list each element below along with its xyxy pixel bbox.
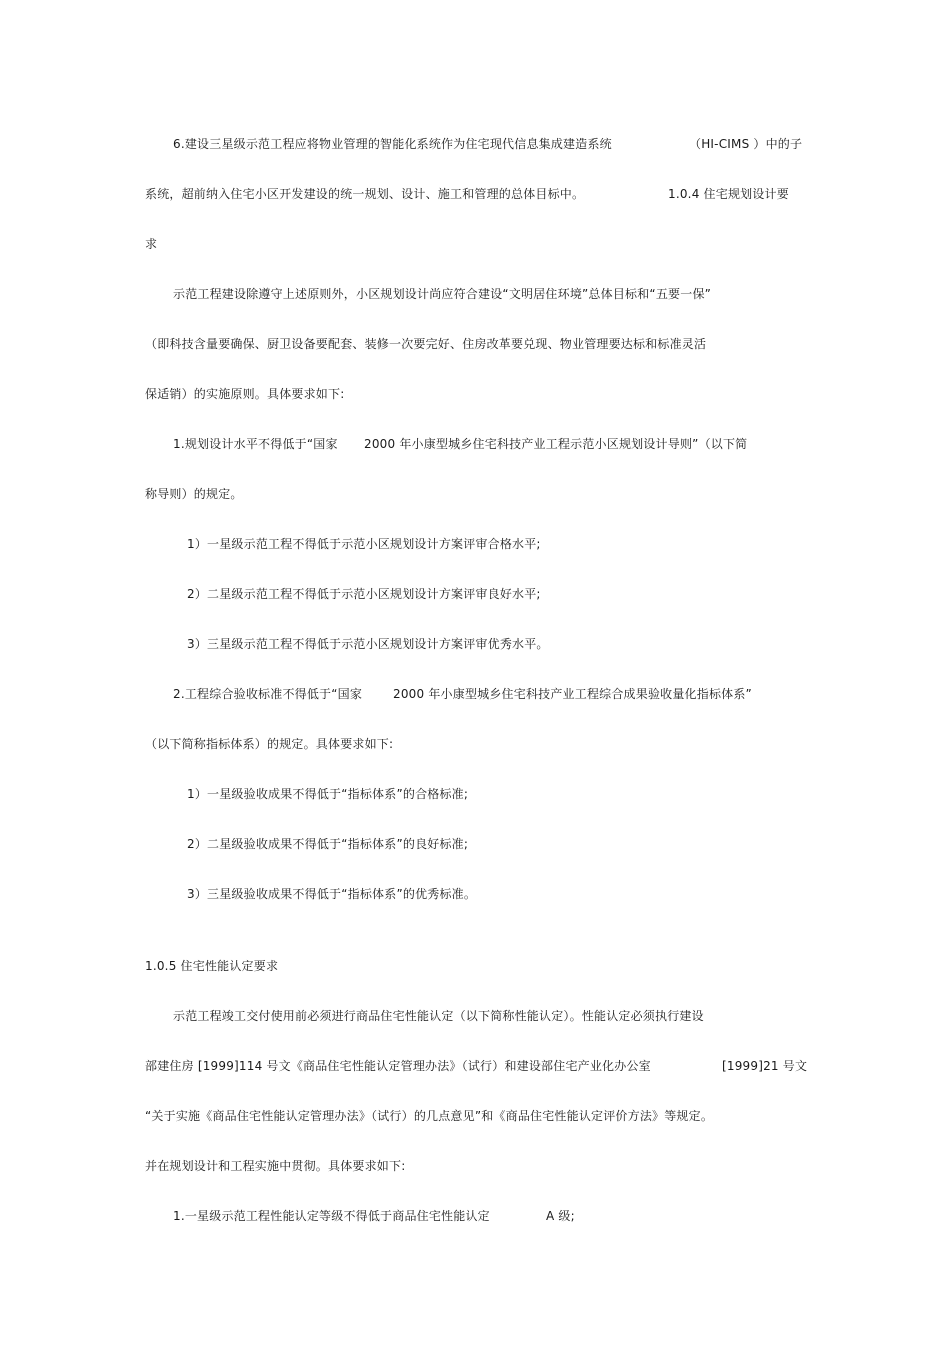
text-segment: 3）三星级验收成果不得低于“指标体系”的优秀标准。 [187,887,477,901]
text-line [145,186,584,202]
text-line [393,686,752,702]
text-segment: 1.规划设计水平不得低于“国家 [173,437,338,451]
text-line [173,136,612,152]
text-segment: 部建住房 [1999]114 号文《商品住宅性能认定管理办法》（试行）和建设部住宅产业化办公室 [145,1059,651,1073]
text-segment: 6.建设三星级示范工程应将物业管理的智能化系统作为住宅现代信息集成建造系统 [173,137,612,151]
text-segment: （以下简称指标体系）的规定。具体要求如下: [145,737,394,751]
text-segment: 系统，超前纳入住宅小区开发建设的统一规划、设计、施工和管理的总体目标中。 [145,187,585,201]
text-line [173,1208,490,1224]
text-segment: 求 [145,237,158,251]
text-line [173,286,711,302]
text-line [145,236,157,252]
text-segment: 并在规划设计和工程实施中贯彻。具体要求如下: [145,1159,406,1173]
text-line [187,786,468,802]
text-line [187,536,541,552]
text-line [173,436,338,452]
text-line [668,186,789,202]
text-segment: 2000 年小康型城乡住宅科技产业工程综合成果验收量化指标体系” [393,687,752,701]
text-line [145,1108,713,1124]
text-segment: 称导则）的规定。 [145,487,243,501]
text-line [145,1058,651,1074]
text-segment: A 级; [546,1209,575,1223]
text-line [145,1158,405,1174]
text-line [145,386,344,402]
text-line [173,686,362,702]
text-line [187,836,468,852]
text-segment: 1）一星级验收成果不得低于“指标体系”的合格标准; [187,787,469,801]
text-segment: （HI-CIMS ）中的子 [689,137,803,151]
text-line [173,1008,704,1024]
text-segment: 2）二星级验收成果不得低于“指标体系”的良好标准; [187,837,469,851]
text-segment: [1999]21 号文 [722,1059,808,1073]
text-segment: 保适销）的实施原则。具体要求如下: [145,387,345,401]
text-segment: 2000 年小康型城乡住宅科技产业工程示范小区规划设计导则”（以下简 [364,437,748,451]
text-line [145,336,706,352]
text-line [187,586,541,602]
text-segment: “关于实施《商品住宅性能认定管理办法》（试行）的几点意见”和《商品住宅性能认定评价方法》等规定。 [145,1109,714,1123]
text-segment: 1.0.5 住宅性能认定要求 [145,959,279,973]
text-line [187,886,476,902]
text-segment: 1.0.4 住宅规划设计要 [668,187,789,201]
section-heading [145,958,278,974]
text-line [187,636,549,652]
text-segment: 2）二星级示范工程不得低于示范小区规划设计方案评审良好水平; [187,587,541,601]
text-segment: 示范工程竣工交付使用前必须进行商品住宅性能认定（以下简称性能认定）。性能认定必须执行建设 [173,1009,704,1023]
text-line [145,736,393,752]
text-line [364,436,747,452]
text-line [722,1058,807,1074]
text-segment: 2.工程综合验收标准不得低于“国家 [173,687,363,701]
text-segment: 示范工程建设除遵守上述原则外，小区规划设计尚应符合建设“文明居住环境”总体目标和“五要一保” [173,287,712,301]
text-segment: 1.一星级示范工程性能认定等级不得低于商品住宅性能认定 [173,1209,490,1223]
text-segment: 3）三星级示范工程不得低于示范小区规划设计方案评审优秀水平。 [187,637,549,651]
text-line [546,1208,575,1224]
text-segment: 1）一星级示范工程不得低于示范小区规划设计方案评审合格水平; [187,537,541,551]
text-line [689,136,802,152]
text-line [145,486,243,502]
text-segment: （即科技含量要确保、厨卫设备要配套、装修一次要完好、住房改革要兑现、物业管理要达标和标准灵活 [145,337,707,351]
